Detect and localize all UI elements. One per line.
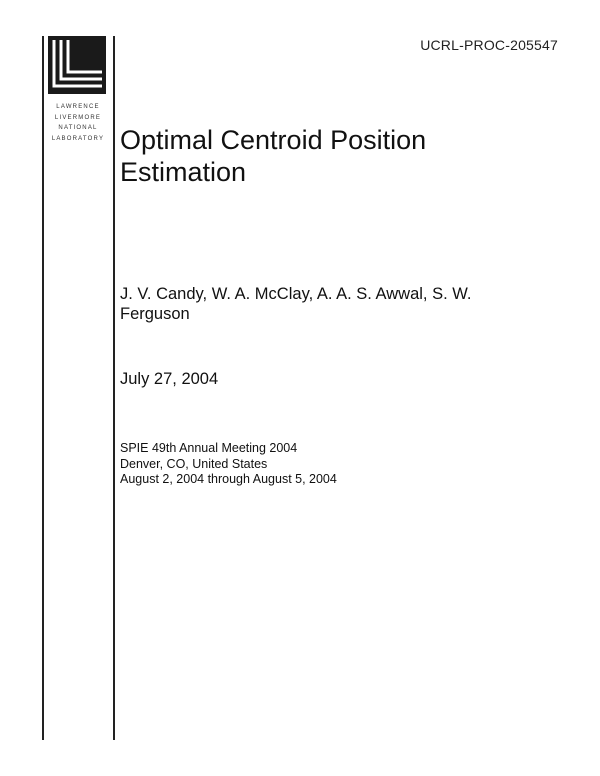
author-list	[120, 284, 570, 324]
lab-name-line: LAWRENCE	[56, 104, 100, 110]
conference-location: Denver, CO, United States	[120, 456, 268, 471]
llnl-logo-icon	[48, 36, 106, 94]
title-line: Optimal Centroid Position	[120, 125, 427, 155]
lab-name-line: LIVERMORE	[54, 114, 102, 121]
conference-name: SPIE 49th Annual Meeting 2004	[120, 441, 298, 455]
lab-name-line: NATIONAL	[58, 125, 98, 131]
authors-line: Ferguson	[120, 305, 190, 323]
authors-line: J. V. Candy, W. A. McClay, A. A. S. Awwal, S. W.	[120, 285, 472, 303]
lab-name-line: LABORATORY	[51, 135, 105, 142]
title-line: Estimation	[120, 157, 247, 187]
conference-dates: August 2, 2004 through August 5, 2004	[120, 472, 337, 486]
report-number: UCRL-PROC-205547	[420, 37, 558, 53]
conference-info	[120, 441, 520, 488]
document-title	[120, 124, 560, 188]
document-date: July 27, 2004	[120, 370, 219, 388]
lab-name	[46, 102, 110, 144]
